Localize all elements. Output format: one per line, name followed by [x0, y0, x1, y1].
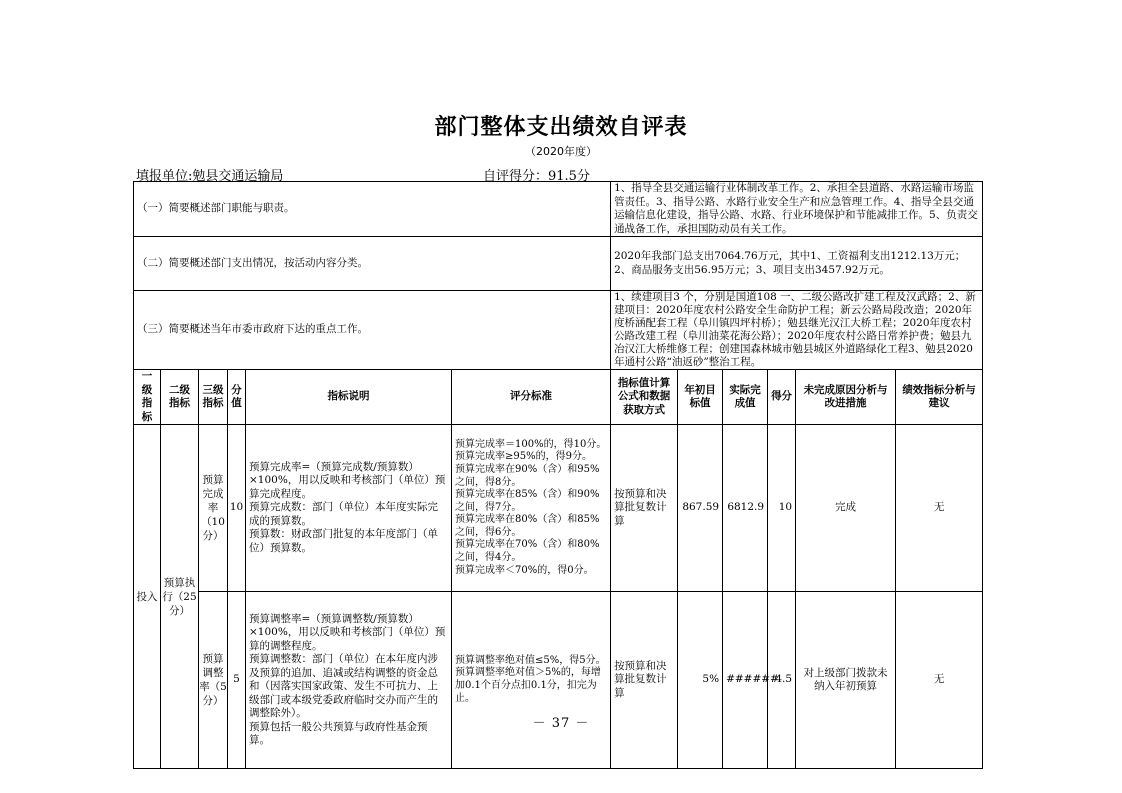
table-header-row	[134, 370, 983, 425]
header-actual: 实际完成值	[723, 370, 768, 425]
points-cell: 10	[228, 425, 246, 592]
criteria-cell: 预算完成率＝100%的，得10分。 预算完成率≥95%的，得9分。 预算完成率在90%（含）和95%之间，得8分。 预算完成率在85%（含）和90%之间，得7分。 预算完成率在80%（含）和85%之间，得6分。 预算完成率在70%（含）和80%之间，得4分。 预算完成率＜70%的，得0分。	[452, 425, 611, 592]
header-description: 指标说明	[246, 370, 452, 425]
header-method: 指标值计算公式和数据获取方式	[611, 370, 678, 425]
level3-cell: 预算调整率（5分）	[199, 592, 228, 769]
overview-content: 1、续建项目3 个，分别是国道108 一、二级公路改扩建工程及汉武路；2、新建项目：2020年度农村公路安全生命防护工程；新云公路局段改造；2020年度桥涵配套工程（阜川镇四坪村桥）；勉县继光汉江大桥工程；2020年度农村公路改建工程（阜川油菜花海公路）；2020年度农村公路日常养护费；勉县九冶汉江大桥维修工程；创建国森林城市勉县城区外道路绿化工程3、勉县2020 年通村公路“油返砂”整治工程。	[611, 291, 983, 370]
evaluation-table	[133, 181, 983, 769]
overview-label: （二）简要概述部门支出情况，按活动内容分类。	[134, 237, 611, 291]
description-cell: 预算完成率=（预算完成数/预算数）×100%，用以反映和考核部门（单位）预算完成程度。 预算完成数：部门（单位）本年度实际完成的预算数。 预算数：财政部门批复的本年度部门（单位）预算数。	[246, 425, 452, 592]
points-cell: 5	[228, 592, 246, 769]
page-number: － 37 －	[532, 716, 590, 731]
table-row	[134, 425, 983, 592]
score-cell: 10	[768, 425, 796, 592]
header-points: 分值	[228, 370, 246, 425]
method-cell: 按预算和决算批复数计算	[611, 592, 678, 769]
method-cell: 按预算和决算批复数计算	[611, 425, 678, 592]
suggestion-cell: 无	[896, 592, 983, 769]
reason-cell: 对上级部门拨款未纳入年初预算	[796, 592, 896, 769]
level2-cell: 预算执行（25分）	[161, 425, 199, 769]
page-title: 部门整体支出绩效自评表	[434, 115, 688, 140]
level1-cell: 投入	[134, 425, 161, 769]
report-year: （2020年度）	[525, 145, 597, 158]
header-level2: 二级指标	[161, 370, 199, 425]
overview-content: 1、指导全县交通运输行业体制改革工作。2、承担全县道路、水路运输市场监管责任。3、指导公路、水路行业安全生产和应急管理工作。4、指导全县交通运输信息化建设，指导公路、水路、行业环境保护和节能减排工作。5、负责交通战备工作，承担国防动员有关工作。	[611, 182, 983, 237]
table-row	[134, 592, 983, 769]
description-cell: 预算调整率=（预算调整数/预算数）×100%，用以反映和考核部门（单位）预算的调整程度。 预算调整数：部门（单位）在本年度内涉及预算的追加、追减或结构调整的资金总和（因落实国家政策、发生不可抗力、上级部门或本级党委政府临时交办而产生的调整除外）。 预算包括一般公共预算与政府性基金预算。	[246, 592, 452, 769]
score-cell: 4.5	[768, 592, 796, 769]
header-criteria: 评分标准	[452, 370, 611, 425]
level3-cell: 预算完成率（10分）	[199, 425, 228, 592]
actual-value-cell: ######	[723, 592, 768, 769]
header-score: 得分	[768, 370, 796, 425]
header-reason: 未完成原因分析与改进措施	[796, 370, 896, 425]
initial-value-cell: 5%	[678, 592, 723, 769]
header-suggestion: 绩效指标分析与建议	[896, 370, 983, 425]
reason-cell: 完成	[796, 425, 896, 592]
initial-value-cell: 867.59	[678, 425, 723, 592]
overview-label: （一）简要概述部门职能与职责。	[134, 182, 611, 237]
overview-label: （三）简要概述当年市委市政府下达的重点工作。	[134, 291, 611, 370]
fill-unit: 填报单位:勉县交通运输局	[136, 169, 284, 184]
actual-value-cell: 6812.9	[723, 425, 768, 592]
criteria-cell: 预算调整率绝对值≤5%，得5分。 预算调整率绝对值＞5%的，每增加0.1个百分点扣0.1分，扣完为止。	[452, 592, 611, 769]
header-level3: 三级指标	[199, 370, 228, 425]
overview-row	[134, 291, 983, 370]
self-score: 自评得分：91.5分	[483, 169, 590, 184]
overview-row	[134, 182, 983, 237]
overview-content: 2020年我部门总支出7064.76万元，其中1、工资福利支出1212.13万元；2、商品服务支出56.95万元；3、项目支出3457.92万元。	[611, 237, 983, 291]
suggestion-cell: 无	[896, 425, 983, 592]
header-initial: 年初目标值	[678, 370, 723, 425]
overview-row	[134, 237, 983, 291]
header-level1: 一级指标	[134, 370, 161, 425]
